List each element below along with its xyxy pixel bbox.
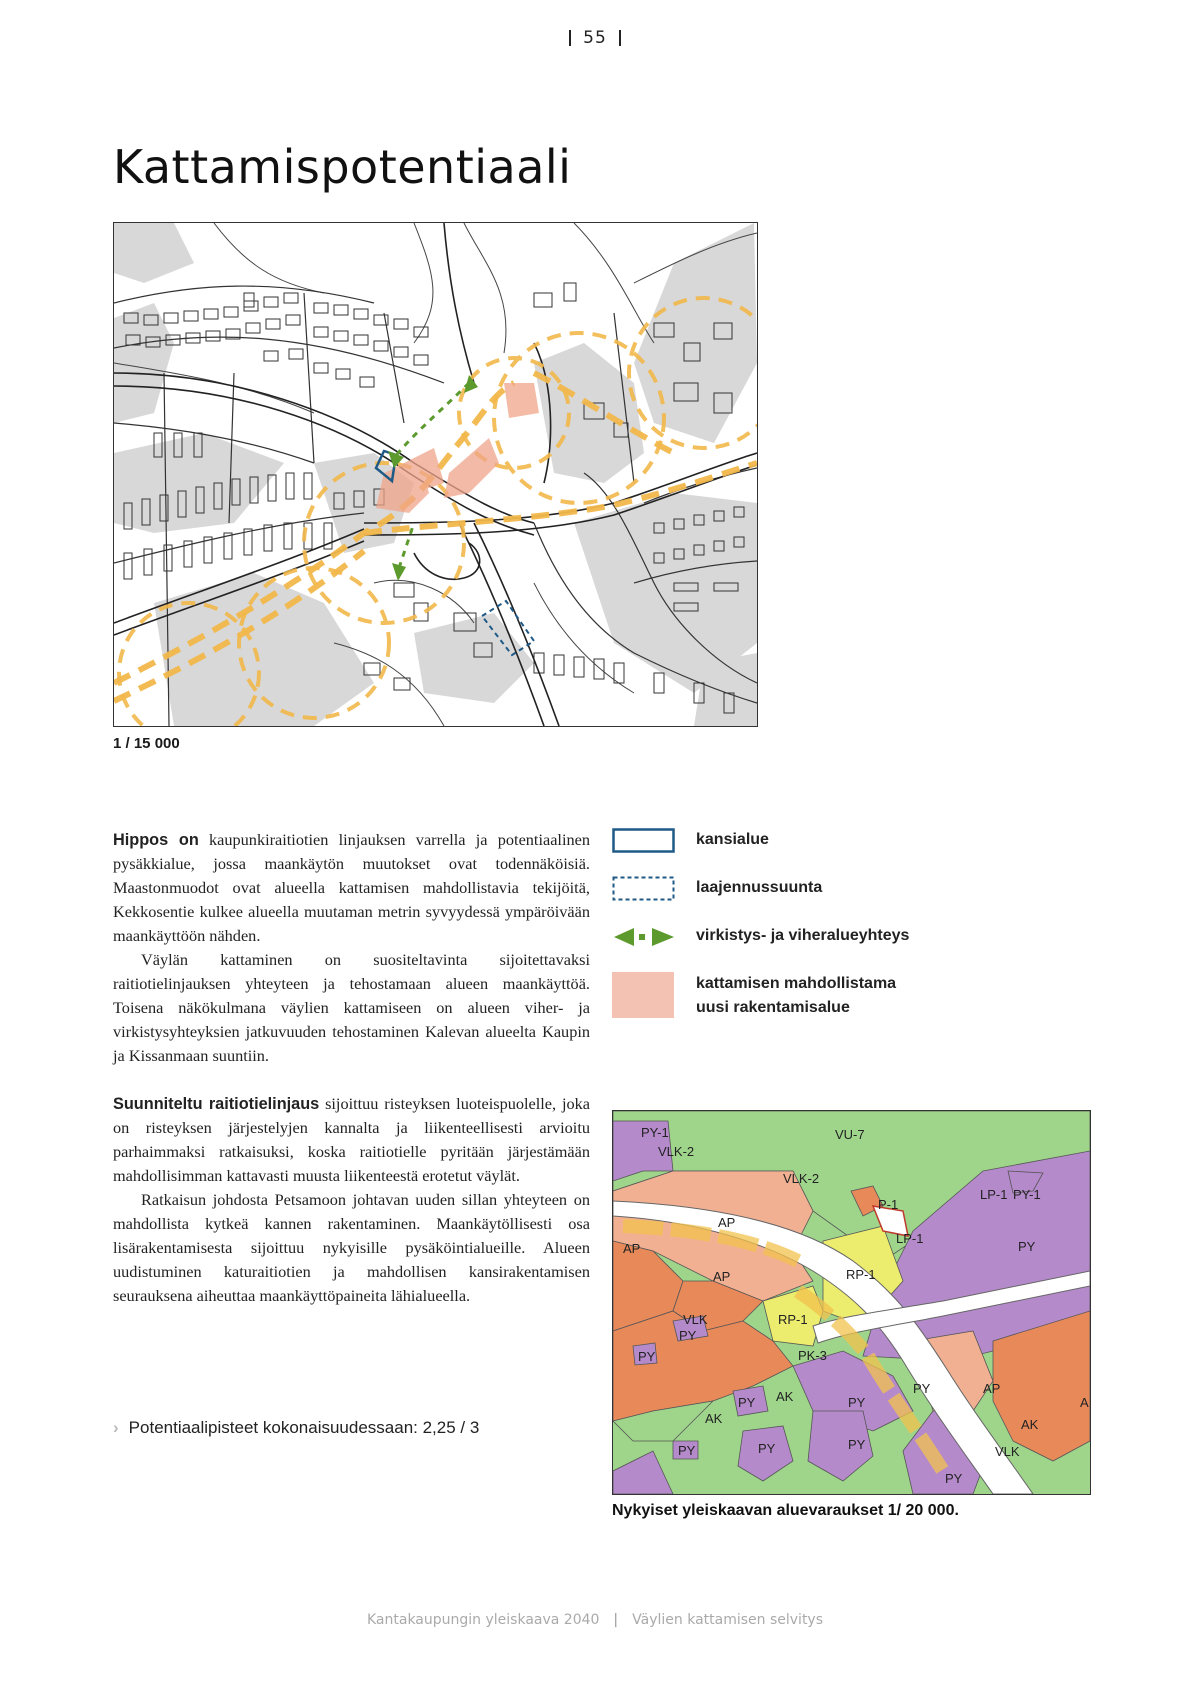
- footer-publication: Kantakaupungin yleiskaava 2040: [366, 1612, 600, 1628]
- zone-label: AP: [713, 1269, 731, 1284]
- zone-label: PY: [738, 1395, 756, 1410]
- legend-label-kattaminen-1: kattamisen mahdollistama: [696, 975, 897, 992]
- zoning-map-caption: Nykyiset yleiskaavan aluevaraukset 1/ 20 000.: [612, 1502, 959, 1519]
- zone-label: AP: [623, 1241, 641, 1256]
- zone-label: PK-3: [798, 1348, 827, 1363]
- zoning-map: [612, 1110, 1091, 1495]
- zone-label: AK: [1021, 1417, 1039, 1432]
- zone-label: RP-1: [778, 1312, 808, 1327]
- zone-label: PY-1: [641, 1125, 669, 1140]
- zone-label: PY: [679, 1328, 697, 1343]
- legend-label-laajennus: laajennussuunta: [696, 879, 823, 896]
- zone-label: VLK: [995, 1444, 1020, 1459]
- potential-score: › Potentiaalipisteet kokonaisuudessaan: 2,25 / 3: [113, 1418, 480, 1437]
- paragraph-hippos: Hippos on kaupunkiraitiotien linjauksen varrella ja potentiaalinen pysäkkialue, jossa maankäytön muutokset ovat todennäköisiä. Maastonmuodot ovat alueella kattamisen mahdollistavia tekijöitä, Kekkosentie kulkee alueella muutaman metrin syvyydessä ympäröivään maankäyttöön nähden.: [113, 830, 590, 945]
- legend-label-kattaminen-2: uusi rakentamisalue: [696, 999, 850, 1016]
- zone-label: AP: [983, 1381, 1001, 1396]
- kansialue-symbol: [612, 828, 676, 854]
- zone-label: PY: [678, 1443, 696, 1458]
- zone-label: PY: [638, 1349, 656, 1364]
- chevron-right-icon: ›: [113, 1418, 119, 1437]
- zone-label: AK: [705, 1411, 723, 1426]
- legend-label-virkistys: virkistys- ja viheralueyhteys: [696, 927, 910, 944]
- zone-label: AP: [718, 1215, 736, 1230]
- footer-report: Väylien kattamisen selvitys: [632, 1612, 824, 1628]
- zoning-map-graphic: [613, 1111, 1090, 1494]
- page-title: Kattamispotentiaali: [113, 140, 572, 194]
- zone-label: A: [1080, 1395, 1089, 1410]
- zone-label: PY: [848, 1395, 866, 1410]
- zone-label: VLK-2: [783, 1171, 820, 1186]
- zone-label: PY: [758, 1441, 776, 1456]
- zone-label: PY: [945, 1471, 963, 1486]
- hippos-map-graphic: [114, 223, 757, 726]
- green-arrow-icon: [612, 924, 676, 950]
- page-number: 55: [0, 28, 1190, 48]
- zone-label: AK: [776, 1389, 794, 1404]
- zone-label: VLK-2: [658, 1144, 695, 1159]
- hippos-map: [113, 222, 758, 727]
- zone-label: P-1: [878, 1197, 899, 1212]
- raitiotie-text: [113, 1092, 590, 1308]
- zone-label: PY: [1018, 1239, 1036, 1254]
- zone-label: PY: [913, 1381, 931, 1396]
- zone-label: VLK: [683, 1312, 708, 1327]
- paragraph-ratkaisu: Ratkaisun johdosta Petsamoon johtavan uuden sillan yhteyteen on mahdollista kytkeä kannen rakentaminen. Maankäytöllisesti osa lisärakentamisesta sijoittuu nykyisille pysäköintialueille. Alueen uudistuminen katuraitiotien ja mahdollisen kansirakentamisen seurauksena aiheuttaa maankäyttöpaineita lähialueella.: [113, 1190, 590, 1305]
- paragraph-raitiotie: Suunniteltu raitiotielinjaus sijoittuu risteyksen luoteispuolelle, joka on risteyksen järjestelyjen kannalta ja liikenteellisesti arvioitu parhaimmaksi ratkaisuksi, koska raitiotielle pyritään järjestämään mahdollisimman kattavasti muusta liikenteestä erotetut väylät.: [113, 1094, 590, 1185]
- page-footer: Kantakaupungin yleiskaava 2040 | Väylien kattamisen selvitys: [366, 1612, 824, 1628]
- laajennus-symbol: [612, 876, 676, 902]
- legend-label-kansialue: kansialue: [696, 831, 769, 848]
- paragraph-kattaminen: Väylän kattaminen on suositeltavinta sijoitettavaksi raitiotielinjauksen yhteyteen ja tehostamaan alueen maankäyttöä. Toisena näkökulmana väylien kattamiseen on alueen viher- ja virkistysyhteyksien jatkuvuuden tehostaminen Kalevan alueelta Kaupin ja Kissanmaan suuntiin.: [113, 950, 590, 1065]
- zone-label: PY-1: [1013, 1187, 1041, 1202]
- kattaminen-symbol: [612, 972, 676, 1020]
- zone-label: RP-1: [846, 1267, 876, 1282]
- zone-label: VU-7: [835, 1127, 865, 1142]
- intro-text: [113, 828, 590, 1068]
- zone-label: LP-1: [896, 1231, 924, 1246]
- zone-label: LP-1: [980, 1187, 1008, 1202]
- zone-label: PY: [848, 1437, 866, 1452]
- map-scale: 1 / 15 000: [113, 735, 180, 752]
